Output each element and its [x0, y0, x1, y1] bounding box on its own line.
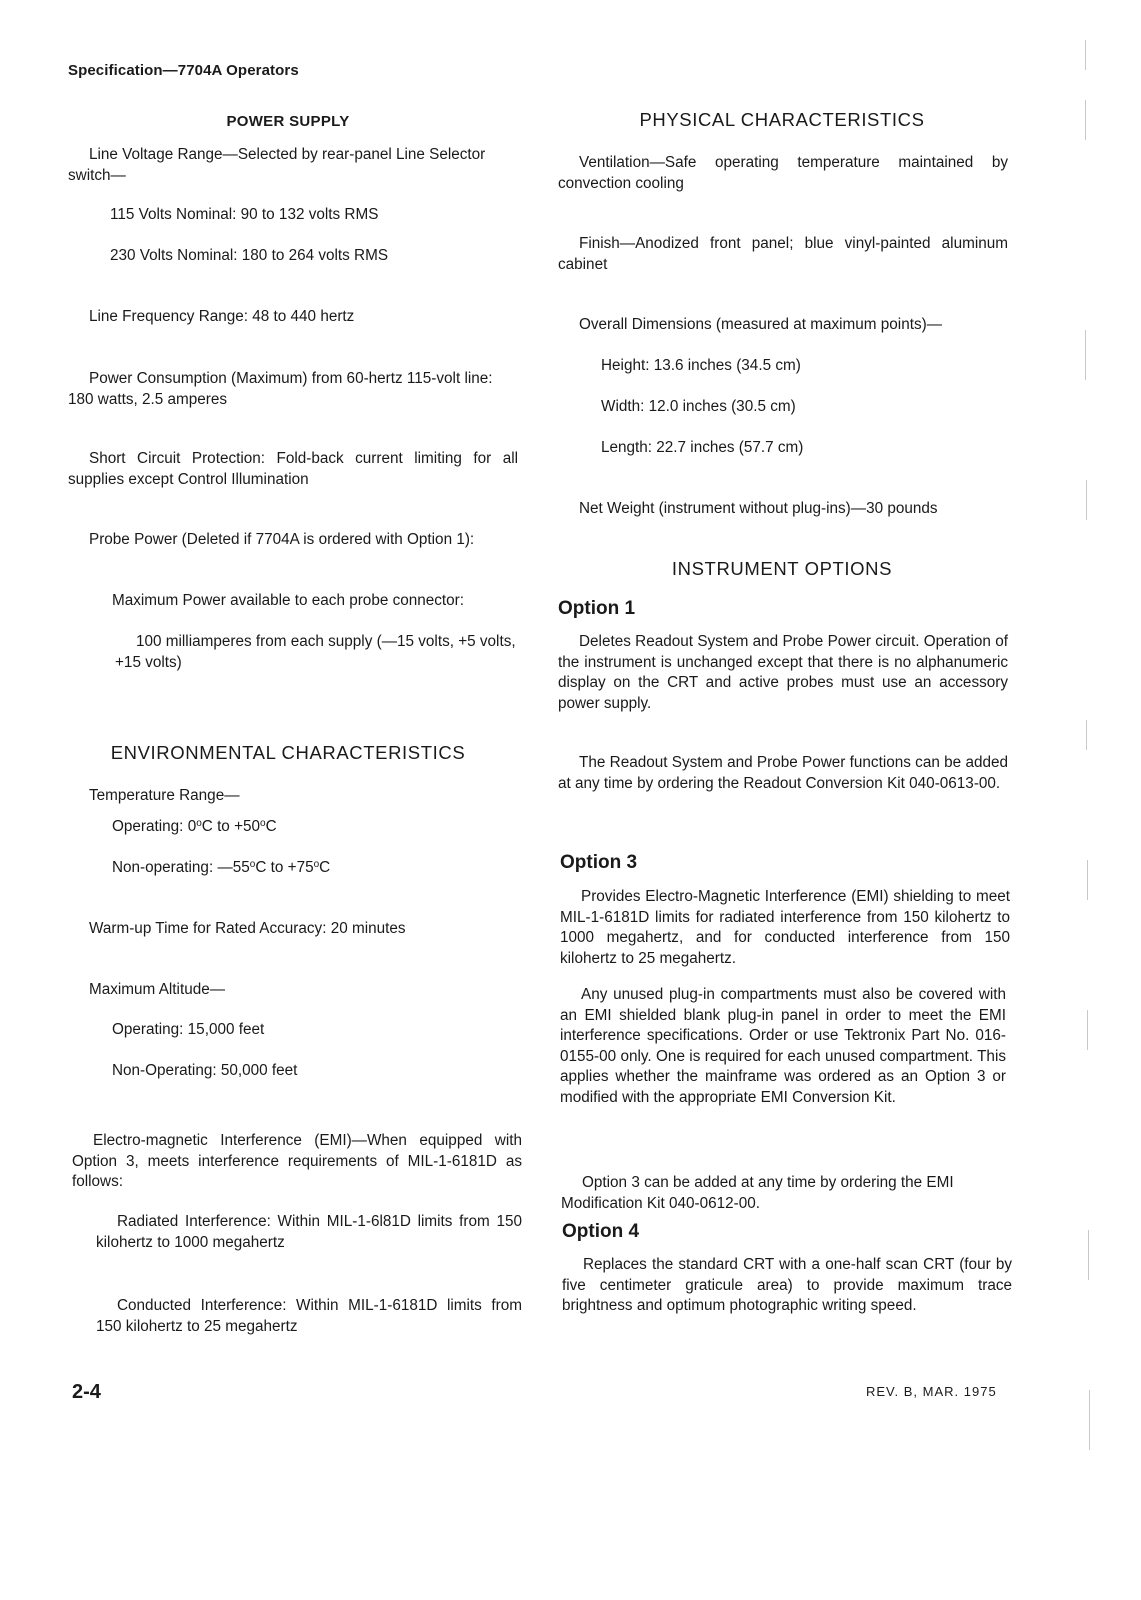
temp-nonoperating-text: Non-operating: —55$^o$C to $+75^oC$ — [112, 859, 331, 876]
scan-mark — [1087, 1010, 1088, 1050]
scan-mark — [1085, 40, 1086, 70]
option-1-kit-text: The Readout System and Probe Power functions can be added at any time by ordering the Readout Conversion Kit 040-0613-00. — [558, 754, 1008, 792]
max-power-text: Maximum Power available to each probe connector: — [112, 592, 465, 609]
option-1-title: Option 1 — [558, 598, 636, 619]
power-consumption-text: Power Consumption (Maximum) from 60-hertz 115-volt line: 180 watts, 2.5 amperes — [68, 370, 493, 408]
option-3-text: Provides Electro-Magnetic Interference (EMI) shielding to meet MIL-1-6181D limits for radiated interference from 150 kilohertz to 1000 megahertz, and for conducted interference from 150 kilohertz to 25 megahertz. — [560, 888, 1010, 967]
warmup-text: Warm-up Time for Rated Accuracy: 20 minutes — [89, 920, 406, 937]
height-text: Height: 13.6 inches (34.5 cm) — [601, 357, 801, 374]
scan-mark — [1088, 1230, 1089, 1280]
line-frequency-text: Line Frequency Range: 48 to 440 hertz — [89, 308, 355, 325]
option-3-title: Option 3 — [560, 852, 638, 873]
option-3-compartment-text: Any unused plug-in compartments must also be covered with an EMI shielded blank plug-in panel in order to meet the EMI interference specifications. Order or use Tektronix Part No. 016-0155-00 only. One is required for each unused compartment. This applies whether the mainframe was ordered as an Option 3 or modified with the appropriate EMI Conversion Kit. — [560, 986, 1006, 1106]
revision-date: REV. B, MAR. 1975 — [866, 1384, 997, 1399]
temp-operating-text: Operating: 0$^o$C to $+50^oC$ — [112, 818, 277, 835]
power-supply-heading: POWER SUPPLY — [226, 113, 350, 130]
scan-mark — [1085, 100, 1086, 140]
scan-mark — [1086, 480, 1087, 520]
alt-operating-text: Operating: 15,000 feet — [112, 1021, 265, 1038]
finish-text: Finish—Anodized front panel; blue vinyl-painted aluminum cabinet — [558, 235, 1008, 273]
overall-dimensions-text: Overall Dimensions (measured at maximum points)— — [579, 316, 942, 333]
ventilation-text: Ventilation—Safe operating temperature maintained by convection cooling — [558, 154, 1008, 192]
temp-range-text: Temperature Range— — [89, 787, 240, 804]
page-number: 2-4 — [72, 1381, 101, 1403]
max-altitude-text: Maximum Altitude— — [89, 981, 226, 998]
emi-text: Electro-magnetic Interference (EMI)—When equipped with Option 3, meets interference requirements of MIL-1-6181D as follows: — [72, 1132, 522, 1191]
probe-power-text: Probe Power (Deleted if 7704A is ordered with Option 1): — [89, 531, 475, 548]
option-4-title: Option 4 — [562, 1221, 640, 1242]
line-voltage-text: Line Voltage Range—Selected by rear-panel Line Selector switch— — [68, 146, 486, 184]
length-text: Length: 22.7 inches (57.7 cm) — [601, 439, 804, 456]
environmental-heading: ENVIRONMENTAL CHARACTERISTICS — [110, 742, 466, 763]
width-text: Width: 12.0 inches (30.5 cm) — [601, 398, 796, 415]
v115-text: 115 Volts Nominal: 90 to 132 volts RMS — [110, 206, 379, 223]
scan-mark — [1086, 720, 1087, 750]
scan-mark — [1085, 330, 1086, 380]
short-circuit-text: Short Circuit Protection: Fold-back current limiting for all supplies except Control Illumination — [68, 450, 518, 488]
conducted-text: Conducted Interference: Within MIL-1-6181D limits from 150 kilohertz to 25 megahertz — [96, 1297, 522, 1335]
instrument-options-heading: INSTRUMENT OPTIONS — [671, 558, 893, 579]
scan-mark — [1087, 860, 1088, 900]
milliamps-text: 100 milliamperes from each supply (—15 volts, +5 volts, +15 volts) — [115, 633, 516, 671]
v230-text: 230 Volts Nominal: 180 to 264 volts RMS — [110, 247, 389, 264]
option-4-text: Replaces the standard CRT with a one-half scan CRT (four by five centimeter graticule area) to provide maximum trace brightness and optimum photographic writing speed. — [562, 1256, 1012, 1315]
page-header: Specification—7704A Operators — [68, 62, 299, 79]
net-weight-text: Net Weight (instrument without plug-ins)—30 pounds — [579, 500, 938, 517]
option-3-kit-text: Option 3 can be added at any time by ordering the EMI Modification Kit 040-0612-00. — [561, 1174, 954, 1212]
alt-nonoperating-text: Non-Operating: 50,000 feet — [112, 1062, 298, 1079]
physical-heading: PHYSICAL CHARACTERISTICS — [639, 109, 925, 130]
radiated-text: Radiated Interference: Within MIL-1-6l81D limits from 150 kilohertz to 1000 megahertz — [96, 1213, 522, 1251]
option-1-text: Deletes Readout System and Probe Power circuit. Operation of the instrument is unchanged except that there is no alphanumeric display on the CRT and active probes must use an accessory power supply. — [558, 633, 1008, 712]
scan-mark — [1089, 1390, 1090, 1450]
